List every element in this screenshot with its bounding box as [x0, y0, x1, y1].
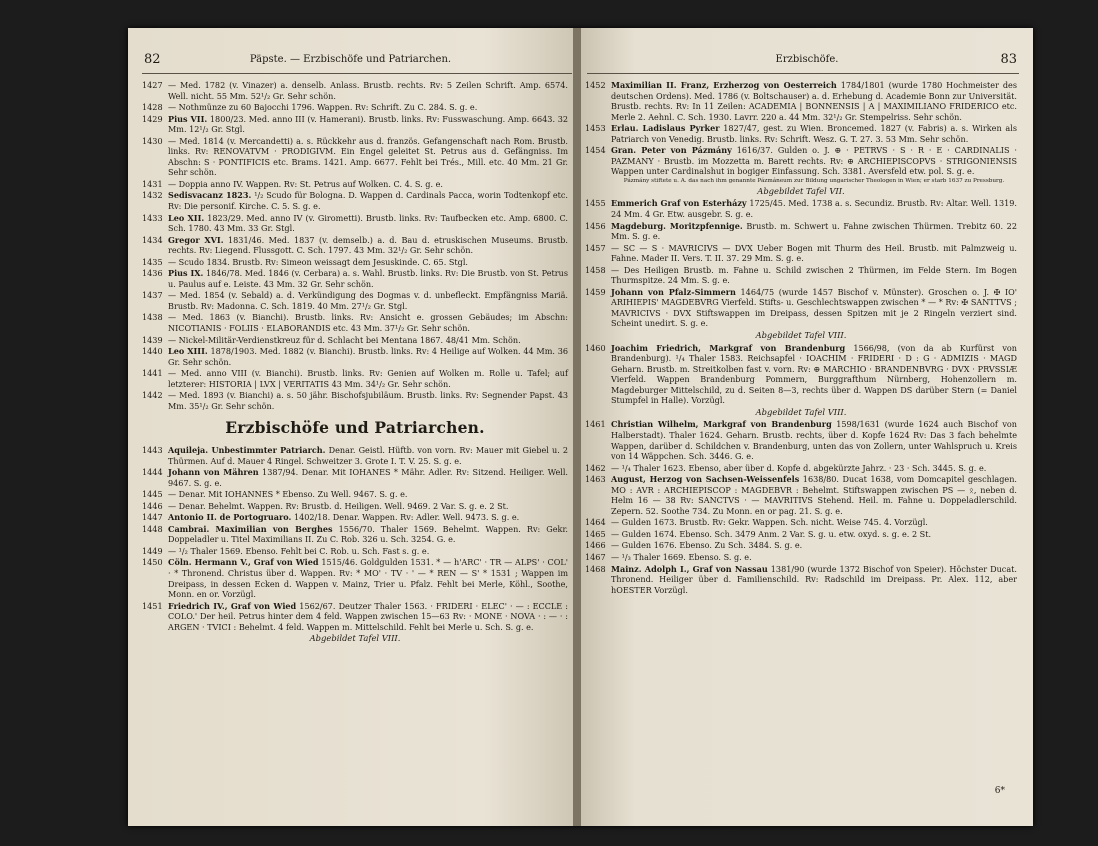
entry-text: 1387/94. Denar. Mit IOHANES * Mähr. Adler. Rv: Sitzend. Heiliger. Well. 9467. S. g. e. — [168, 467, 568, 488]
entry-heading: Emmerich Graf von Esterházy — [611, 198, 747, 209]
entry-text: 1464/75 (wurde 1457 Bischof v. Münster). Groschen o. J. ✠ IO' ARIHIEPIS' MAGDEBVRG Vierfeld. Stifts- u. Geschlechtswappen zwischen * — * Rv: ✠ SANTTVS ; MAVRICIVS · DVX Stiftswappen im Dreipass, dessen Spitzen mit je 2 Ringeln verziert sind. Scheint unedirt. S. g. e. — [611, 286, 1018, 329]
catalog-entry — [585, 265, 1017, 286]
lot-number: 1452 — [585, 80, 606, 90]
catalog-entry — [585, 198, 1017, 219]
lot-number: 1436 — [142, 268, 163, 279]
catalog-entry — [585, 287, 1017, 329]
catalog-entry — [585, 145, 1017, 177]
header-rule-left — [142, 73, 572, 74]
entry-text: — Doppia anno IV. Wappen. Rv: St. Petrus auf Wolken. C. 4. S. g. e. — [168, 178, 443, 189]
lot-number: 1430 — [142, 135, 163, 146]
entry-text: — Med. 1854 (v. Sebald) a. d. Verkündigung des Dogmas v. d. unbefleckt. Empfängniss Mariä. Brustb. Rv: Madonna. C. Sch. 1819. 40 Mm. 27¹/₂ Gr. Stgl. — [168, 290, 568, 311]
entry-heading: Maximilian II. Franz, Erzherzog von Oesterreich — [611, 80, 837, 90]
entry-text: — ¹/₄ Thaler 1623. Ebenso, aber über d. Kopfe d. abgekürzte Jahrz. · 23 · Sch. 3445. S. g. e. — [611, 462, 987, 473]
signature-mark: 6* — [994, 786, 1005, 796]
lot-number: 1437 — [142, 290, 163, 301]
entry-heading: Gran. Peter von Pázmány — [611, 145, 732, 156]
catalog-entry — [142, 213, 568, 234]
plate-reference: Abgebildet Tafel VII. — [757, 185, 845, 196]
catalog-entry — [142, 467, 568, 488]
catalog-entry — [142, 268, 568, 289]
entry-text: ¹/₂ Scudo für Bologna. D. Wappen d. Cardinals Pacca, worin Todtenkopf etc. Rv: Die personif. Kirche. C. 5. S. g. e. — [168, 190, 568, 212]
open-book — [128, 28, 1033, 826]
page-number-right: 83 — [1000, 52, 1017, 67]
right-entries — [585, 80, 1017, 596]
entry-text: — Gulden 1673. Brustb. Rv: Gekr. Wappen. Sch. nicht. Weise 745. 4. Vorzügl. — [611, 517, 928, 528]
left-page — [128, 28, 573, 826]
catalog-entry — [142, 390, 568, 411]
section-title: Erzbischöfe und Patriarchen. — [225, 418, 485, 438]
lot-number: 1454 — [585, 145, 606, 156]
lot-number: 1457 — [585, 242, 606, 253]
lot-number: 1447 — [142, 512, 163, 523]
entry-heading: Antonio II. de Portogruaro. — [168, 512, 292, 523]
catalog-entry — [585, 564, 1017, 596]
catalog-entry — [142, 524, 568, 545]
entry-heading: Cöln. Hermann V., Graf von Wied — [168, 557, 319, 568]
entry-text: — ¹/₃ Thaler 1669. Ebenso. S. g. e. — [611, 551, 752, 562]
entry-text: — Med. 1863 (v. Bianchi). Brustb. links. Rv: Ansicht e. grossen Gebäudes; im Abschn: NICOTIANIS · FOLIIS · ELABORANDIS etc. 43 Mm. 37¹/₂ Gr. Sehr schön. — [168, 312, 568, 334]
catalog-entry — [142, 445, 568, 466]
lot-number: 1434 — [142, 234, 163, 245]
lot-number: 1440 — [142, 346, 163, 357]
entry-heading: Joachim Friedrich, Markgraf von Brandenburg — [611, 342, 846, 353]
entry-text: 1846/78. Med. 1846 (v. Cerbara) a. s. Wahl. Brustb. links. Rv: Die Brustb. von St. Petrus u. Paulus auf e. Leiste. 43 Mm. 32 Gr. Sehr schön. — [168, 268, 568, 289]
lot-number: 1459 — [585, 286, 606, 297]
entry-heading: Pius IX. — [168, 268, 204, 279]
entry-text: 1827/47, gest. zu Wien. Broncemed. 1827 (v. Fabris) a. s. Wirken als Patriarch von Venedig. Brustb. links. Rv: Schrift. Wesz. G. T. 27. 3. 53 Mm. Sehr schön. — [611, 123, 1017, 144]
catalog-entry — [585, 80, 1017, 122]
lot-number: 1428 — [142, 102, 163, 113]
entry-text: 1831/46. Med. 1837 (v. demselb.) a. d. Bau d. etruskischen Museums. Brustb. rechts. Rv: Liegend. Flussgott. C. Sch. 1797. 43 Mm. 32¹/₂ Gr. Sehr schön. — [168, 234, 568, 256]
catalog-entry — [142, 312, 568, 333]
entry-heading: Aquileja. Unbestimmter Patriarch. — [168, 444, 326, 455]
entry-text: — Nothmünze zu 60 Bajocchi 1796. Wappen. Rv: Schrift. Zu C. 284. S. g. e. — [168, 102, 478, 113]
entry-heading: Sedisvacanz 1823. — [168, 190, 252, 201]
left-entries — [142, 80, 568, 646]
entry-text: 1598/1631 (wurde 1624 auch Bischof von Halberstadt). Thaler 1624. Geharn. Brustb. rechts, über d. Kopfe 1624 Rv: Das 3 fach behelmte Wappen, darüber d. Schildchen v. Brandenburg, unten das von Zollern, unter Wahlspruch u. Kreis von 14 Wäppchen. Sch. 3446. G. e. — [611, 419, 1017, 462]
entry-text: — SC — S · MAVRICIVS — DVX Ueber Bogen mit Thurm des Heil. Brustb. mit Palmzweig u. Fahne. Mader II. Vers. T. II. 37. 29 Mm. S. g. e. — [611, 242, 1017, 264]
entry-text: — Gulden 1676. Ebenso. Zu Sch. 3484. S. g. e. — [611, 540, 803, 551]
entry-text: 1800/23. Med. anno III (v. Hamerani). Brustb. links. Rv: Fusswaschung. Amp. 6643. 32 Mm. 12¹/₂ Gr. Stgl. — [168, 113, 568, 135]
lot-number: 1467 — [585, 551, 606, 562]
catalog-entry — [142, 368, 568, 389]
entry-heading: August, Herzog von Sachsen-Weissenfels — [611, 474, 800, 485]
lot-number: 1461 — [585, 419, 606, 430]
entry-heading: Friedrich IV., Graf von Wied — [168, 600, 297, 611]
entry-heading: Cambrai. Maximilian von Berghes — [168, 523, 333, 534]
lot-number: 1449 — [142, 545, 163, 556]
catalog-entry — [142, 114, 568, 135]
entry-text: — Scudo 1834. Brustb. Rv: Simeon weissagt dem Jesuskinde. C. 65. Stgl. — [168, 256, 468, 267]
catalog-entry — [585, 343, 1017, 406]
lot-number: 1453 — [585, 123, 606, 134]
lot-number: 1446 — [142, 500, 163, 511]
entry-text: Denar. Geistl. Hüftb. von vorn. Rv: Mauer mit Giebel u. 2 Thürmen. Auf d. Mauer 4 Ringel. Schweitzer 3. Grote I. T. V. 25. S. g. e. — [168, 444, 569, 466]
lot-number: 1464 — [585, 517, 606, 528]
catalog-entry — [142, 235, 568, 256]
lot-number: 1427 — [142, 80, 163, 90]
catalog-entry — [585, 243, 1017, 264]
plate-reference: Abgebildet Tafel VIII. — [755, 406, 847, 417]
entry-heading: Johann von Pfalz-Simmern — [611, 286, 736, 297]
entry-note: Pázmány stiftete u. A. das nach ihm genannte Pázmáneum zur Bildung ungarischer Theologen in Wien; er starb 1637 zu Pressburg. — [623, 177, 1005, 184]
catalog-entry — [142, 257, 568, 268]
lot-number: 1444 — [142, 467, 163, 478]
catalog-entry — [142, 489, 568, 500]
catalog-entry — [142, 546, 568, 557]
catalog-entry — [142, 335, 568, 346]
lot-number: 1468 — [585, 563, 606, 574]
lot-number: 1455 — [585, 198, 606, 209]
lot-number: 1456 — [585, 220, 606, 231]
entry-text: 1562/67. Deutzer Thaler 1563. · FRIDERI · ELEC' · — : ECCLE : COLO.' Der heil. Petrus hinter dem 4 feld. Wappen zwischen 15—63 Rv: · MONE · NOVA · : — · : ARGEN · TVICI : Behelmt. 4 feld. Wappen m. Mittelschild. Fehlt bei Merle u. Sch. S. g. e. — [168, 600, 569, 632]
entry-text: — Med. anno VIII (v. Bianchi). Brustb. links. Rv: Genien auf Wolken m. Rolle u. Tafel; auf letzterer: HISTORIA | LVX | VERITATIS 43 Mm. 34¹/₂ Gr. Sehr schön. — [168, 368, 568, 389]
catalog-entry — [142, 346, 568, 367]
catalog-entry — [585, 221, 1017, 242]
lot-number: 1462 — [585, 462, 606, 473]
catalog-entry — [142, 501, 568, 512]
entry-text: 1402/18. Denar. Wappen. Rv: Adler. Well. 9473. S. g. e. — [293, 512, 520, 523]
entry-heading: Pius VII. — [168, 113, 208, 124]
lot-number: 1438 — [142, 312, 163, 323]
catalog-entry — [585, 517, 1017, 528]
page-number-left: 82 — [144, 52, 161, 67]
catalog-entry — [142, 80, 568, 101]
lot-number: 1465 — [585, 528, 606, 539]
lot-number: 1451 — [142, 600, 163, 611]
lot-number: 1439 — [142, 334, 163, 345]
catalog-entry — [142, 512, 568, 523]
lot-number: 1458 — [585, 264, 606, 275]
entry-text: 1878/1903. Med. 1882 (v. Bianchi). Brustb. links. Rv: 4 Heilige auf Wolken. 44 Mm. 36 Gr. Sehr schön. — [168, 346, 568, 367]
lot-number: 1443 — [142, 444, 163, 455]
catalog-entry — [142, 102, 568, 113]
lot-number: 1448 — [142, 523, 163, 534]
entry-heading: Gregor XVI. — [168, 234, 224, 245]
entry-text: 1638/80. Ducat 1638, vom Domcapitel geschlagen. MO : AVR : ARCHIEPISCOP : MAGDEBVR : Behelmt. Stiftswappen zwischen PS — ᛟ, neben d. Helm 16 — 38 Rv: SANCTVS · — MAVRITIVS Stehend. Heil. m. Fahne u. Doppeladlerschild. Zepern. 52. Soothe 734. Zu Monn. en or pag. 21. S. g. e. — [611, 474, 1017, 516]
entry-text: — Med. 1814 (v. Mercandetti) a. s. Rückkehr aus d. französ. Gefangenschaft nach Rom. Brustb. links. Rv: RENOVATVM · PRODIGIVM. Ein Engel geleitet St. Petrus aus d. Gefängniss. Im Abschn: S · PONTIFICIS etc. Brams. 1421. Amp. 6677. Fehlt bei Trés., Mill. etc. 40 Mm. 21 Gr. Sehr schön. — [168, 135, 568, 178]
book-gutter — [573, 28, 581, 826]
lot-number: 1429 — [142, 113, 163, 124]
catalog-entry — [585, 123, 1017, 144]
catalog-entry — [585, 474, 1017, 516]
right-page — [581, 28, 1033, 826]
catalog-entry — [142, 179, 568, 190]
entry-text: 1515/46. Goldgulden 1531. * — h'ARC' · TR — ALPS' · COL' · * Thronend. Christus über d. Wappen. Rv: * MO' · TV · ' — * REN — S' * 1531 ; Wappen im Dreipass, in dessen Ecken d. Wappen v. Mainz, Trier u. Pfalz. Fehlt bei Merle, Köhl., Soothe, Monn. en or. Vorzügl. — [168, 557, 568, 600]
catalog-entry — [585, 540, 1017, 551]
lot-number: 1450 — [142, 557, 163, 568]
catalog-entry — [142, 136, 568, 178]
entry-text: — Des Heiligen Brustb. m. Fahne u. Schild zwischen 2 Thürmen, im Felde Stern. Im Bogen Thurmspitze. 24 Mm. S. g. e. — [611, 264, 1017, 286]
lot-number: 1463 — [585, 474, 606, 485]
entry-text: 1616/37. Gulden o. J. ⊕ · PETRVS · S · R · E · CARDINALIS · PAZMANY · Brustb. im Mozzetta m. Barett rechts. Rv: ⊕ ARCHIEPISCOPVS · STRIGONIENSIS Wappen unter Cardinalshut in bogiger Einfassung. Sch. 3381. Aversfeld etw. pol. S. g. e. — [611, 145, 1017, 177]
entry-heading: Leo XII. — [168, 212, 205, 223]
catalog-entry — [142, 601, 568, 633]
lot-number: 1460 — [585, 342, 606, 353]
entry-text: 1381/90 (wurde 1372 Bischof von Speier). Höchster Ducat. Thronend. Heiliger über d. Familienschild. Rv: Radschild im Dreipass. Pr. Alex. 112, aber hOESTER Vorzügl. — [611, 563, 1017, 595]
entry-text: 1566/98, (von da ab Kurfürst von Brandenburg). ¹/₄ Thaler 1583. Reichsapfel · IOACHIM · FRIDERI · D : G · ADMIZIS · MAGD Geharn. Brustb. m. Streitkolben fast v. vorn. Rv: ⊕ MARCHIO · BRANDENBVRG · DVX · PRVSSIÆ Vierfeld. Wappen Brandenburg Pommern, Burggrafthum Nürnberg, Hohenzollern m. Magdeburger Mittelschild, zu d. Seiten 8—3, rechts über d. Wappen DS darüber Stern (= Daniel Stumpfel in Halle). Vorzügl. — [611, 342, 1017, 406]
entry-text: Brustb. m. Schwert u. Fahne zwischen Thürmen. Trebitz 60. 22 Mm. S. g. e. — [611, 220, 1017, 242]
running-head-left: Päpste. — Erzbischöfe und Patriarchen. — [249, 54, 452, 65]
lot-number: 1432 — [142, 190, 163, 201]
entry-text: 1784/1801 (wurde 1780 Hochmeister des deutschen Ordens). Med. 1786 (v. Boltschauser) a. d. Erhebung d. Academie Bonn zur Universität. Brustb. rechts. Rv: In 11 Zeilen: ACADEMIA | BONNENSIS | A | MAXIMILIANO FRIDERICO etc. Merle 2. Aehnl. C. Sch. 1930. Lavrr. 220 a. 44 Mm. 32¹/₂ Gr. Stempelriss. Sehr schön. — [611, 80, 1018, 122]
entry-heading: Christian Wilhelm, Markgraf von Brandenburg — [611, 419, 832, 430]
entry-text: — Gulden 1674. Ebenso. Sch. 3479 Anm. 2 Var. S. g. u. etw. oxyd. s. g. e. 2 St. — [611, 528, 932, 539]
entry-text: 1556/70. Thaler 1569. Behelmt. Wappen. Rv: Gekr. Doppeladler u. Titel Maximilians II. Zu C. Rob. 326 u. Sch. 3254. G. e. — [168, 523, 568, 545]
catalog-entry — [585, 463, 1017, 474]
catalog-entry — [585, 552, 1017, 563]
entry-text: — Nickel-Militär-Verdienstkreuz für d. Schlacht bei Mentana 1867. 48/41 Mm. Schön. — [168, 334, 521, 345]
entry-text: — Med. 1782 (v. Vinazer) a. denselb. Anlass. Brustb. rechts. Rv: 5 Zeilen Schrift. Amp. 6574. Well. nicht. 55 Mm. 52¹/₂ Gr. Sehr schön. — [168, 80, 568, 101]
plate-reference: Abgebildet Tafel VIII. — [309, 633, 401, 644]
running-head-right: Erzbischöfe. — [775, 54, 839, 65]
entry-text: — Denar. Mit IOHANNES * Ebenso. Zu Well. 9467. S. g. e. — [168, 489, 408, 500]
catalog-entry — [585, 529, 1017, 540]
lot-number: 1445 — [142, 489, 163, 500]
entry-text: 1725/45. Med. 1738 a. s. Secundiz. Brustb. Rv: Altar. Well. 1319. 24 Mm. 4 Gr. Etw. ausgebr. S. g. e. — [611, 198, 1017, 220]
entry-text: — Denar. Behelmt. Wappen. Rv: Brustb. d. Heiligen. Well. 9469. 2 Var. S. g. e. 2 St. — [168, 500, 509, 511]
lot-number: 1435 — [142, 256, 163, 267]
lot-number: 1431 — [142, 178, 163, 189]
entry-heading: Mainz. Adolph I., Graf von Nassau — [611, 563, 768, 574]
header-rule-right — [587, 73, 1019, 74]
lot-number: 1441 — [142, 368, 163, 379]
entry-text: 1823/29. Med. anno IV (v. Girometti). Brustb. links. Rv: Taufbecken etc. Amp. 6800. C. Sch. 1780. 43 Mm. 33 Gr. Stgl. — [168, 212, 568, 234]
catalog-entry — [142, 557, 568, 599]
entry-text: — Med. 1893 (v. Bianchi) a. s. 50 jähr. Bischofsjubiläum. Brustb. links. Rv: Segnender Papst. 43 Mm. 35¹/₂ Gr. Sehr schön. — [168, 390, 568, 411]
entry-heading: Erlau. Ladislaus Pyrker — [611, 123, 720, 134]
plate-reference: Abgebildet Tafel VIII. — [755, 330, 847, 341]
entry-heading: Johann von Mähren — [168, 467, 259, 478]
catalog-entry — [585, 419, 1017, 461]
catalog-entry — [142, 190, 568, 211]
entry-text: — ¹/₂ Thaler 1569. Ebenso. Fehlt bei C. Rob. u. Sch. Fast s. g. e. — [168, 545, 430, 556]
lot-number: 1442 — [142, 390, 163, 401]
lot-number: 1466 — [585, 540, 606, 551]
entry-heading: Magdeburg. Moritzpfennige. — [611, 220, 743, 231]
lot-number: 1433 — [142, 212, 163, 223]
catalog-entry — [142, 290, 568, 311]
entry-heading: Leo XIII. — [168, 346, 208, 357]
